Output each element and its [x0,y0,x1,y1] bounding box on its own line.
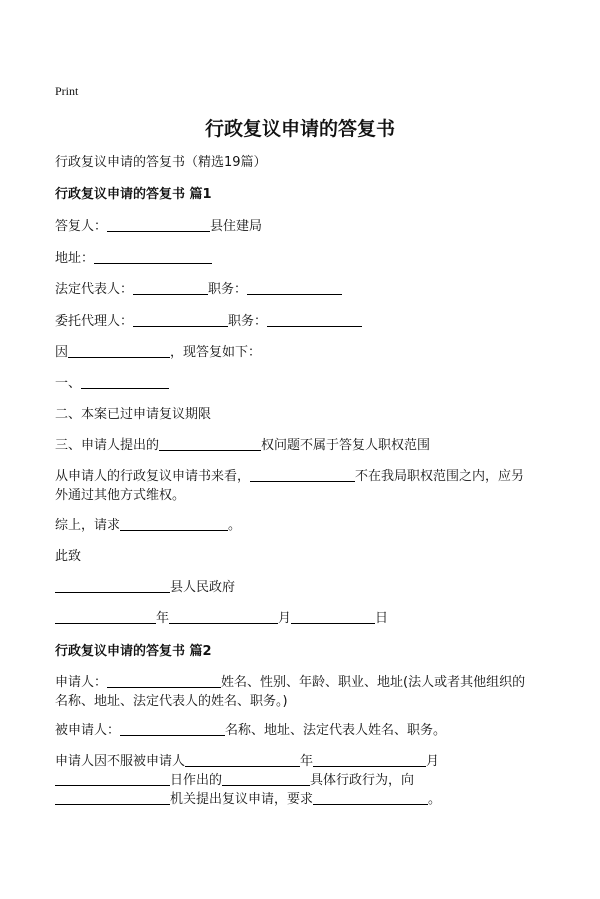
specific-act-label: 具体行政行为，向 [310,773,415,788]
item-2: 二、本案已过申请复议期限 [55,407,212,422]
agent-line [55,313,362,330]
dispute-year-label: 年 [300,754,314,769]
made-on-label: 日作出的 [170,773,223,788]
date-line [55,610,388,627]
dispute-line-3 [55,791,441,808]
item-1-label: 一、 [55,376,82,391]
respondent-blank [107,218,210,232]
dispute-line-2 [55,772,414,789]
item-1-blank [81,375,169,389]
recipient-line [55,579,235,596]
year-blank [55,610,156,624]
because-line [55,344,261,361]
summary-prefix: 综上，请求 [55,518,121,533]
summary-suffix: 。 [228,518,242,533]
dispute-month-label: 月 [426,754,440,769]
address-blank [94,250,212,264]
recipient-suffix: 县人民政府 [170,580,236,595]
position-label: 职务： [208,282,248,297]
respondent-suffix: 县住建局 [210,219,263,234]
end-mark: 。 [428,792,442,807]
day-blank [291,610,375,624]
agent-label: 委托代理人： [55,314,134,329]
respondent2-suffix: 名称、地址、法定代表人姓名、职务。 [225,723,447,738]
legal-rep-line [55,281,342,298]
applicant-label: 申请人： [55,675,108,690]
month-label: 月 [278,611,292,626]
paragraph-line-2: 外通过其他方式维权。 [55,488,186,503]
position-label-2: 职务： [228,314,268,329]
because-label: 因 [55,345,69,360]
dispute-month-blank [313,753,426,767]
respondent2-label: 被申请人： [55,723,121,738]
organ-label: 机关提出复议申请，要求 [170,792,314,807]
document-subtitle: 行政复议申请的答复书（精选19篇） [55,155,267,170]
organ-blank [55,791,170,805]
legal-rep-blank [133,281,208,295]
applicant-blank [107,674,221,688]
item-3-suffix: 权问题不属于答复人职权范围 [261,438,431,453]
address-line [55,250,212,267]
section2-heading: 行政复议申请的答复书 篇2 [55,644,212,659]
agent-blank [133,313,228,327]
print-label: Print [55,84,79,98]
item-1 [55,375,169,392]
document-title: 行政复议申请的答复书 [204,118,395,140]
summary-blank [120,517,228,531]
applicant-line-1 [55,674,525,691]
position-blank [247,281,342,295]
address-label: 地址： [55,251,95,266]
dispute-prefix: 申请人因不服被申请人 [55,754,186,769]
summary-line [55,517,241,534]
act-blank [222,772,310,786]
respondent-label: 答复人： [55,219,108,234]
dispute-line-1 [55,753,439,770]
item-3-blank [159,437,261,451]
item-3 [55,437,430,454]
position-blank-2 [267,313,362,327]
paragraph-line-1 [55,468,524,485]
year-label: 年 [156,611,170,626]
day-label: 日 [375,611,389,626]
section1-heading: 行政复议申请的答复书 篇1 [55,187,212,202]
salutation: 此致 [55,549,82,564]
paragraph-suffix: 不在我局职权范围之内，应另 [355,469,525,484]
respondent2-blank [120,722,225,736]
dispute-year-blank [185,753,300,767]
respondent-line [55,218,262,235]
respondent2-line [55,722,446,739]
request-blank [313,791,428,805]
recipient-blank [55,579,170,593]
because-blank [68,344,170,358]
item-3-prefix: 三、申请人提出的 [55,438,160,453]
because-suffix: ，现答复如下： [170,345,262,360]
paragraph-prefix: 从申请人的行政复议申请书来看， [55,469,251,484]
month-blank [169,610,278,624]
dispute-day-blank [55,772,170,786]
applicant-line-2: 名称、地址、法定代表人的姓名、职务。) [55,694,288,709]
legal-rep-label: 法定代表人： [55,282,134,297]
paragraph-blank [250,468,355,482]
applicant-suffix: 姓名、性别、年龄、职业、地址(法人或者其他组织的 [221,675,526,690]
